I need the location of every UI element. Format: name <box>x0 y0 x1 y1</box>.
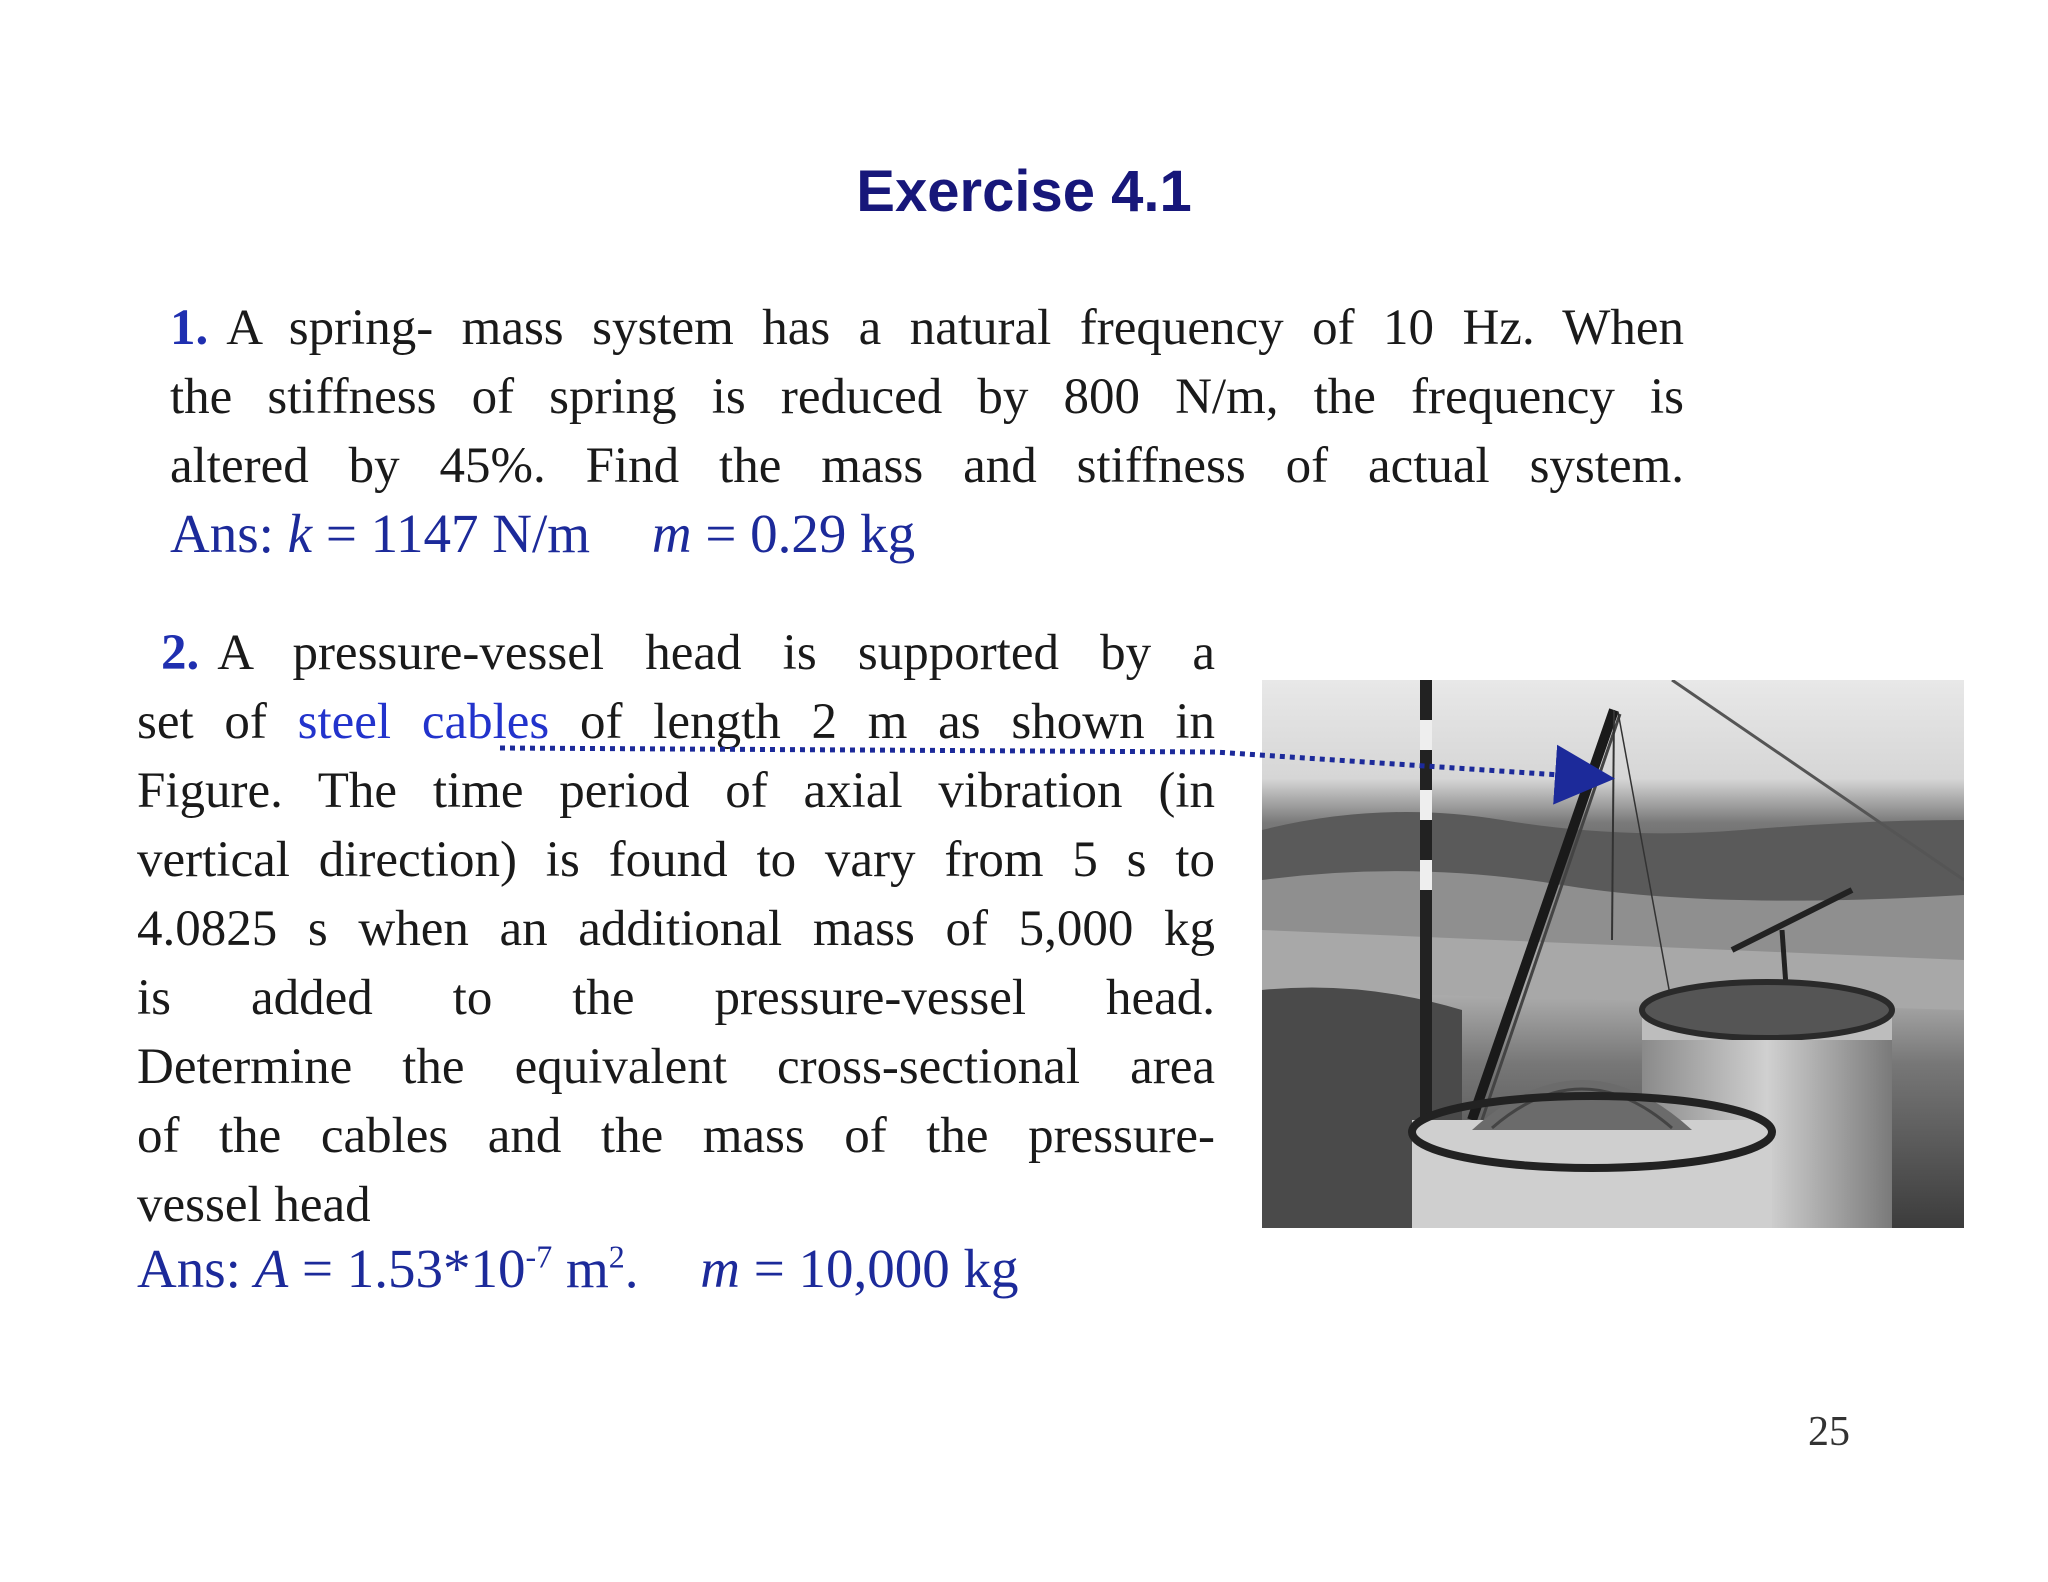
problem-2-line: vessel head <box>137 1177 371 1233</box>
steel-cables-highlight: steel cables <box>297 694 550 750</box>
problem-2-line: vertical direction) is found to vary from 5 s to <box>137 832 1215 888</box>
page-number: 25 <box>1808 1409 1850 1455</box>
problem-2-line: Figure. The time period of axial vibration (in <box>137 763 1215 819</box>
problem-1-number: 1. <box>170 300 209 356</box>
problem-2-answer: Ans: $A = 1.53*10^{-7}$ $m^2$. m = 10,000 kg <box>137 1238 1019 1299</box>
problem-2-line: 4.0825 s when an additional mass of 5,000 kg <box>137 901 1215 957</box>
problem-1-line: 1. A spring- mass system has a natural frequency of 10 Hz. When <box>170 300 1684 356</box>
problem-2-line: Determine the equivalent cross-sectional area <box>137 1039 1215 1095</box>
problem-1-answer: Ans: k = 1147 N/m m = 0.29 kg <box>170 503 916 564</box>
problem-2-line: set of steel cables of length 2 m as shown in <box>137 694 1215 750</box>
problem-2-line: of the cables and the mass of the pressure- <box>137 1108 1215 1164</box>
problem-2-number: 2. <box>161 625 200 681</box>
problem-2-line: is added to the pressure-vessel head. <box>137 970 1215 1026</box>
slide-title: Exercise 4.1 <box>856 159 1192 224</box>
problem-1-line: the stiffness of spring is reduced by 800 N/m, the frequency is <box>170 369 1684 425</box>
problem-2-line: 2. A pressure-vessel head is supported by a <box>161 625 1215 681</box>
problem-1-line: altered by 45%. Find the mass and stiffness of actual system. <box>170 438 1684 494</box>
